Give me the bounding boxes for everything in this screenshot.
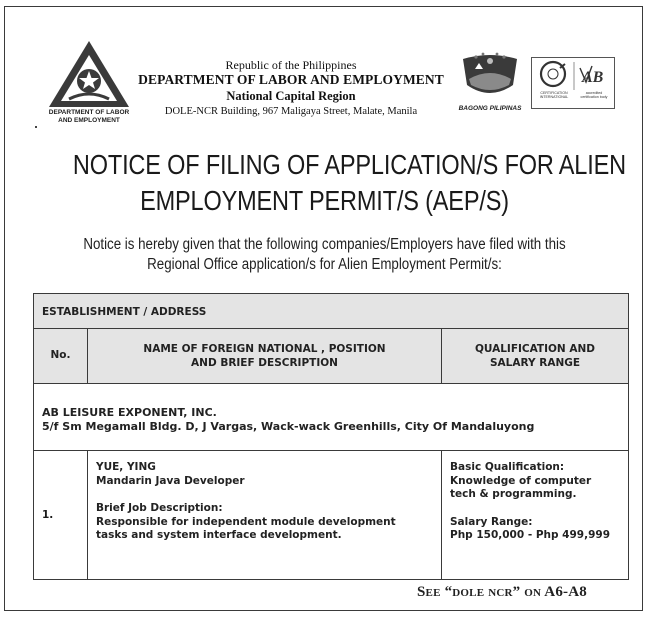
logo-caption-line1: DEPARTMENT OF LABOR bbox=[48, 109, 130, 116]
letterhead bbox=[133, 58, 449, 119]
qualification-line1: Knowledge of computer bbox=[450, 474, 592, 487]
table-header-establishment bbox=[34, 294, 628, 329]
ab-accreditation-icon bbox=[580, 66, 604, 86]
qualification-line2: tech & programming. bbox=[450, 488, 577, 500]
bagong-pilipinas-icon bbox=[453, 49, 527, 105]
department-name: DEPARTMENT OF LABOR AND EMPLOYMENT bbox=[138, 72, 444, 87]
qualification-header: QUALIFICATION AND SALARY RANGE bbox=[474, 343, 596, 369]
region-name: National Capital Region bbox=[226, 89, 356, 103]
notice-page bbox=[4, 6, 643, 611]
continued-note: See “dole ncr” on A6-A8 bbox=[417, 584, 587, 600]
description-line1: Responsible for independent module development bbox=[96, 515, 396, 528]
qualification-label: Basic Qualification: bbox=[450, 461, 565, 473]
position-title: Mandarin Java Developer bbox=[96, 474, 245, 487]
description-line2: tasks and system interface development. bbox=[96, 529, 342, 541]
establishment-header: ESTABLISHMENT / ADDRESS bbox=[42, 306, 207, 318]
foreign-national-name: YUE, YING bbox=[96, 461, 156, 473]
print-mark bbox=[35, 126, 37, 128]
table-row bbox=[34, 451, 628, 579]
certification-badges: AB CERTIFICATION INTERNATIONAL accredited certification body bbox=[531, 57, 615, 109]
title-line1: NOTICE OF FILING OF APPLICATION/S FOR ALIEN bbox=[72, 149, 626, 180]
no-header: No. bbox=[50, 349, 71, 361]
salary-label: Salary Range: bbox=[450, 515, 533, 528]
salary-range: Php 150,000 - Php 499,999 bbox=[450, 529, 611, 541]
intro-line1: Notice is hereby given that the following companies/Employers have filed with this bbox=[83, 236, 566, 253]
name-position-header: NAME OF FOREIGN NATIONAL , POSITION AND BRIEF DESCRIPTION bbox=[143, 343, 386, 369]
logo-caption-line2: AND EMPLOYMENT bbox=[58, 117, 120, 124]
brief-description-label: Brief Job Description: bbox=[96, 502, 223, 514]
notice-title bbox=[72, 147, 626, 219]
iso-certification-icon bbox=[541, 62, 565, 86]
table-header-columns bbox=[34, 329, 628, 384]
establishment-address: 5/f Sm Megamall Bldg. D, J Vargas, Wack-wack Greenhills, City Of Mandaluyong bbox=[42, 420, 535, 433]
establishment-row bbox=[34, 384, 628, 451]
bagong-pilipinas-logo bbox=[453, 49, 527, 113]
office-address: DOLE-NCR Building, 967 Maligaya Street, Malate, Manila bbox=[164, 106, 418, 117]
aep-table bbox=[33, 293, 629, 580]
bagong-pilipinas-label: BAGONG PILIPINAS bbox=[458, 105, 522, 112]
dole-logo bbox=[45, 37, 133, 129]
republic-line: Republic of the Philippines bbox=[225, 58, 357, 72]
dole-seal-icon bbox=[45, 37, 133, 109]
title-line2: EMPLOYMENT PERMIT/S (AEP/S) bbox=[140, 185, 509, 216]
notice-intro bbox=[67, 235, 582, 275]
establishment-name: AB LEISURE EXPONENT, INC. bbox=[42, 406, 217, 419]
row-number: 1. bbox=[42, 509, 54, 521]
svg-text:AB: AB bbox=[582, 69, 604, 86]
intro-line2: Regional Office application/s for Alien Employment Permit/s: bbox=[147, 256, 502, 273]
